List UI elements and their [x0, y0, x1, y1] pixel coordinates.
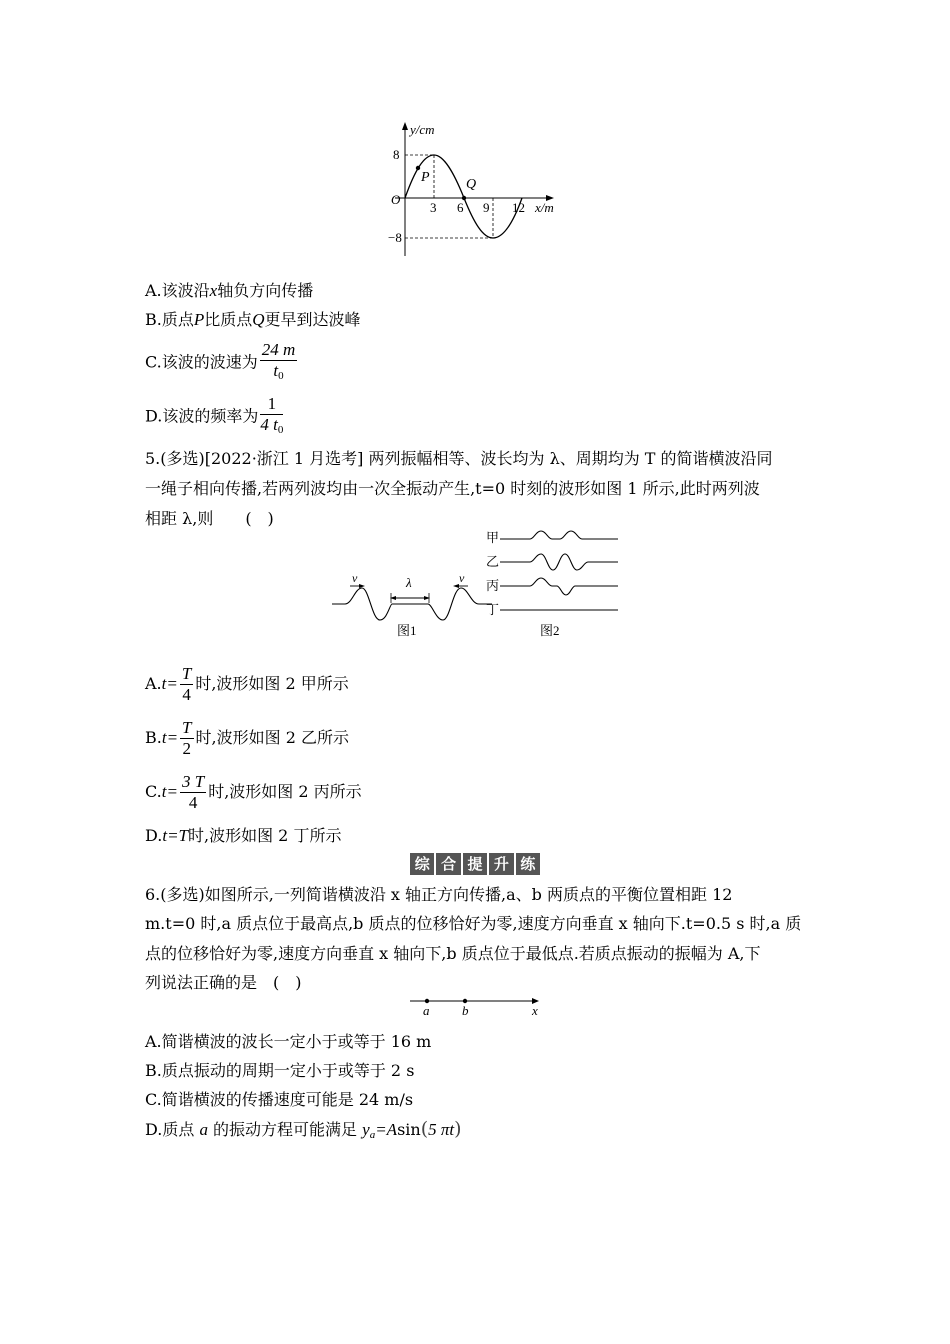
fig2-wave-yi [500, 554, 618, 570]
x-tick-6: 6 [457, 200, 464, 215]
fraction: $\frac{24 m}{t_0}$ [261, 340, 296, 382]
fig1-rope [332, 588, 492, 620]
x-tick-12: 12 [512, 200, 525, 215]
fig2-label-ding: 丁 [486, 602, 500, 617]
q6-option-b: B.质点振动的周期一定小于或等于 2 s [145, 1061, 415, 1080]
fraction: $\frac{T}{4}$ [181, 664, 192, 704]
point-q-label: Q [466, 177, 477, 192]
q6-label-x: x [532, 1003, 538, 1018]
q6-option-c: C.简谐横波的传播速度可能是 24 m/s [145, 1090, 414, 1109]
x-tick-9: 9 [483, 200, 490, 215]
q5-option-a: A.t= $\frac{T}{4}$ 时,波形如图 2 甲所示 [145, 664, 349, 704]
q6-stem-line1: 6.(多选)如图所示,一列简谐横波沿 x 轴正方向传播,a、b 两质点的平衡位置相距 12 [145, 885, 733, 904]
point-p-label: P [421, 170, 430, 185]
fig2-wave-jia [500, 531, 618, 539]
q6-stem-line3: 点的位移恰好为零,速度方向垂直 x 轴向下,b 质点位于最低点.若质点振动的振幅为 A,下 [145, 944, 761, 963]
q5-stem-line1: 5.(多选)[2022·浙江 1 月选考] 两列振幅相等、波长均为 λ、周期均为 T 的简谐横波沿同 [145, 449, 773, 468]
fig1-lambda: λ [406, 575, 412, 590]
point-p-dot [416, 166, 420, 170]
y-tick-neg8: −8 [388, 230, 402, 245]
fig2-caption: 图2 [540, 623, 560, 638]
wave-graph [380, 118, 580, 263]
q6-stem-line4: 列说法正确的是 ( ) [145, 973, 302, 992]
q5-option-b: B.t= $\frac{T}{2}$ 时,波形如图 2 乙所示 [145, 718, 349, 758]
q4-option-a: A.该波沿x轴负方向传播 [145, 281, 314, 300]
fig2-label-bing: 丙 [486, 578, 500, 593]
q5-stem-line2: 一绳子相向传播,若两列波均由一次全振动产生,t=0 时刻的波形如图 1 所示,此时两列波 [145, 479, 760, 498]
q5-figures [330, 528, 625, 643]
q4-option-b: B.质点P比质点Q更早到达波峰 [145, 310, 361, 329]
y-tick-8: 8 [393, 147, 400, 162]
fraction: $\frac{T}{2}$ [182, 718, 192, 758]
q4-option-c: C.该波的波速为 $\frac{24 m}{t_0}$ [145, 340, 299, 386]
fraction: $\frac{3 T}{4}$ [181, 772, 205, 812]
q5-stem-line3: 相距 λ,则 ( ) [145, 509, 274, 528]
fig2-label-jia: 甲 [486, 530, 500, 545]
fig2-label-yi: 乙 [486, 554, 500, 569]
fig1-caption: 图1 [397, 623, 417, 638]
q6-label-a: a [423, 1003, 430, 1018]
q4-option-d: D.该波的频率为 $\frac{1}{4 t_0}$ [145, 394, 285, 440]
q6-stem-line2: m.t=0 时,a 质点位于最高点,b 质点的位移恰好为零,速度方向垂直 x 轴向下.t=0.5 s 时,a 质 [145, 914, 802, 933]
q5-option-d: D.t=T时,波形如图 2 丁所示 [145, 826, 342, 845]
q5-option-c: C.t= $\frac{3 T}{4}$ 时,波形如图 2 丙所示 [145, 772, 362, 812]
q6-axis-figure [405, 993, 555, 1018]
x-axis-label: x/m [535, 200, 554, 215]
section-banner: 综 合 提 升 练 [410, 853, 540, 875]
q6-option-a: A.简谐横波的波长一定小于或等于 16 m [145, 1032, 432, 1051]
fig1-v-right: v [459, 571, 465, 585]
fraction: $\frac{1}{4 t_0}$ [260, 394, 284, 436]
origin-label: O [391, 192, 401, 207]
fig2-wave-bing [500, 578, 618, 595]
q6-label-b: b [462, 1003, 469, 1018]
q6-option-d: D.质点 a 的振动方程可能满足 $y_a=Asin(5$ πt) [145, 1118, 462, 1141]
x-tick-3: 3 [430, 200, 437, 215]
fig1-v-left: v [352, 571, 358, 585]
y-axis-label: y/cm [410, 122, 435, 137]
